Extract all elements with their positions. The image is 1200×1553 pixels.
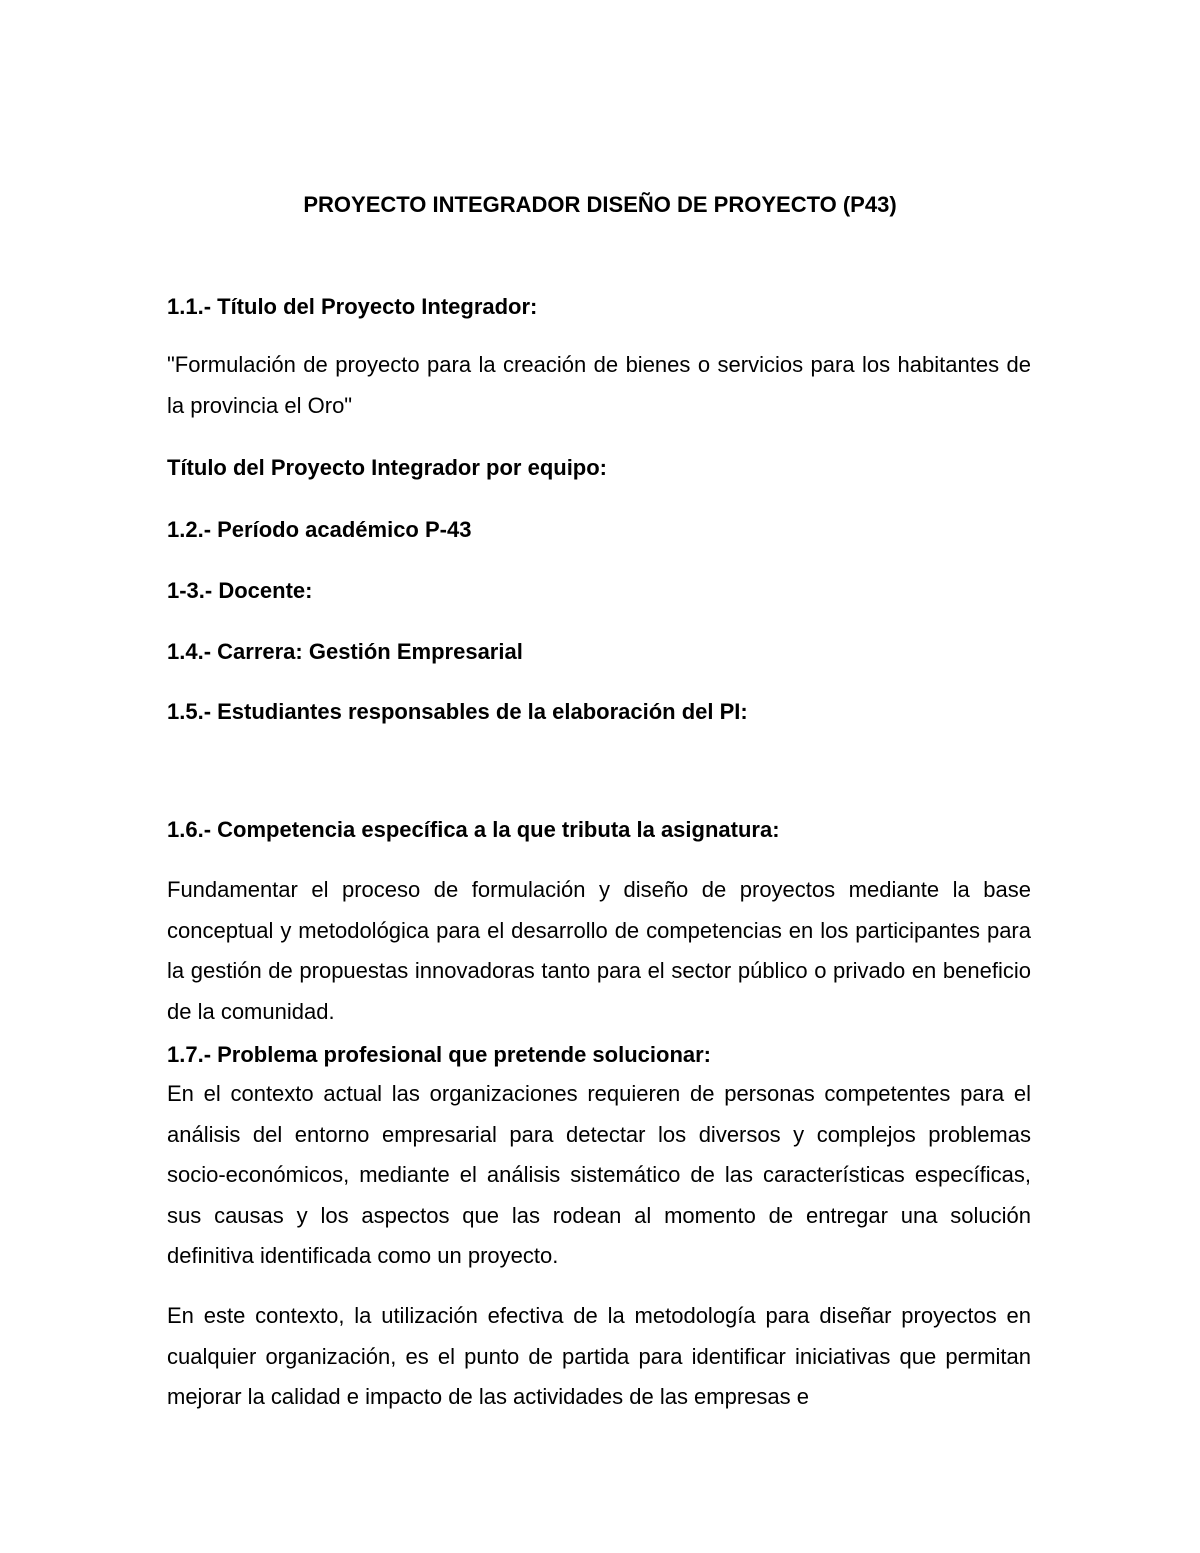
- document-title: PROYECTO INTEGRADOR DISEÑO DE PROYECTO (P43): [303, 192, 897, 217]
- section-1-6-heading: 1.6.- Competencia específica a la que tributa la asignatura:: [167, 817, 780, 842]
- section-1-6-text: Fundamentar el proceso de formulación y diseño de proyectos mediante la base conceptual y metodológica para el desarrollo de competencias en los participantes para la gestión de propuestas innovadoras tanto para el sector público o privado en beneficio de la comunidad.: [167, 877, 1031, 1024]
- section-1-7-text-2: En este contexto, la utilización efectiva de la metodología para diseñar proyectos en cualquier organización, es el punto de partida para identificar iniciativas que permitan mejorar la calidad e impacto de las actividades de las empresas e: [167, 1303, 1031, 1409]
- section-1-5-heading: 1.5.- Estudiantes responsables de la elaboración del PI:: [167, 699, 748, 724]
- section-1-1-text: "Formulación de proyecto para la creación de bienes o servicios para los habitantes de la provincia el Oro": [167, 352, 1031, 418]
- section-1-4-heading: 1.4.- Carrera: Gestión Empresarial: [167, 639, 523, 664]
- section-1-1-heading: 1.1.- Título del Proyecto Integrador:: [167, 294, 538, 319]
- section-1-7-text-1: En el contexto actual las organizaciones requieren de personas competentes para el análisis del entorno empresarial para detectar los diversos y complejos problemas socio-económicos, mediante el análisis sistemático de las características específicas, sus causas y los aspectos que las rodean al momento de entregar una solución definitiva identificada como un proyecto.: [167, 1081, 1031, 1268]
- section-1-3-heading: 1-3.- Docente:: [167, 578, 313, 603]
- section-1-7-heading: 1.7.- Problema profesional que pretende solucionar:: [167, 1042, 712, 1067]
- team-title-heading: Título del Proyecto Integrador por equipo:: [167, 455, 608, 480]
- section-1-2-heading: 1.2.- Período académico P-43: [167, 517, 472, 542]
